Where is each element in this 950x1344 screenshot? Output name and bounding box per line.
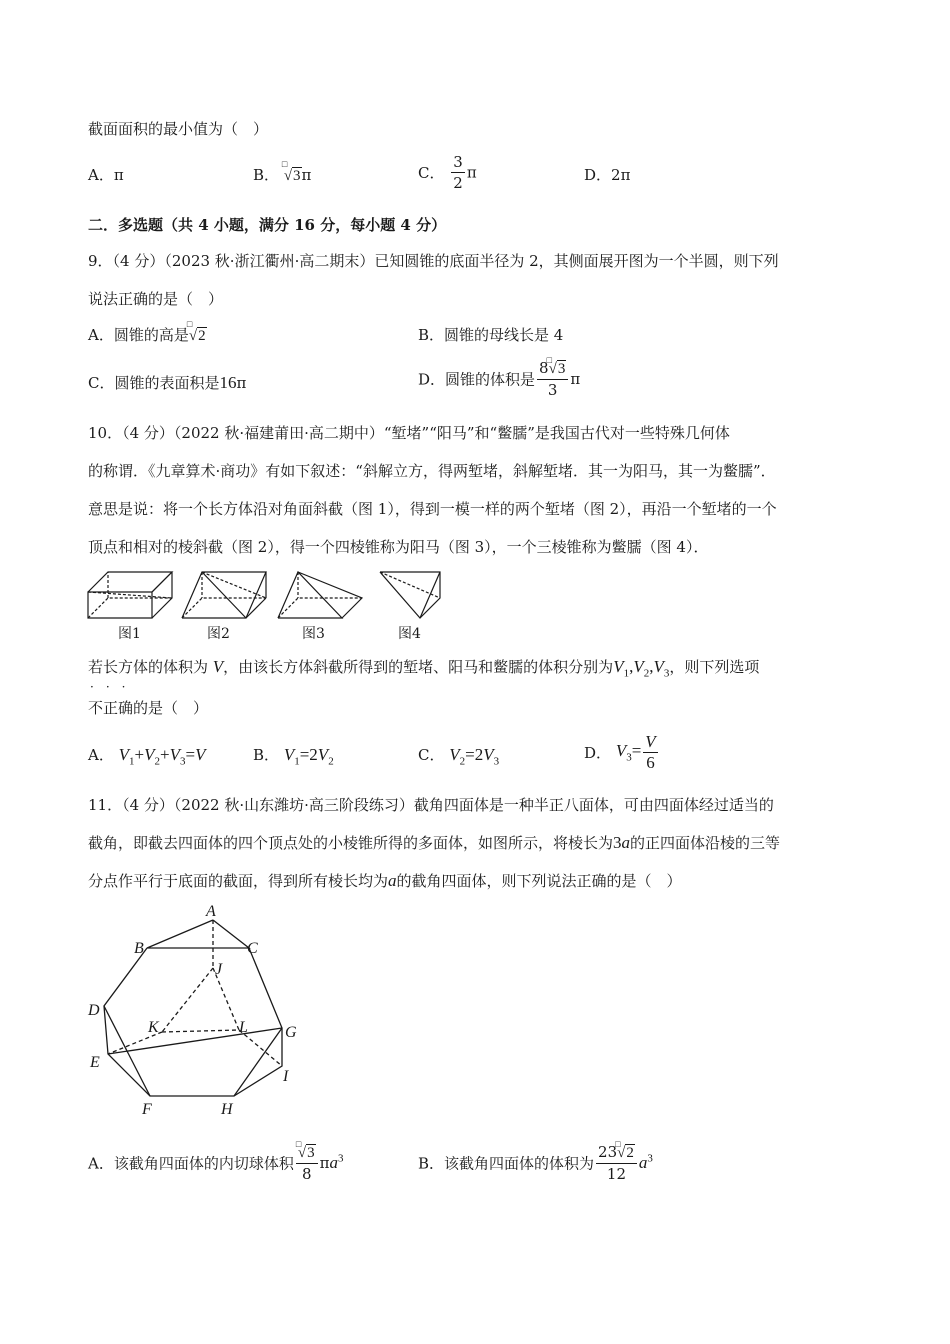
vertex-label-a: A (206, 903, 216, 920)
figure-label-3: 图3 (302, 626, 325, 642)
q11-option-a[interactable]: A．该截角四面体的内切球体积 □ √3 8 $\pi a^3$ (88, 1139, 344, 1183)
q8-option-a[interactable] (88, 164, 124, 185)
option-letter: A． (88, 1154, 114, 1173)
q9-option-a[interactable] (88, 319, 207, 345)
option-text: 圆锥的体积是 (445, 370, 536, 389)
option-text: 圆锥的表面积是 (114, 374, 220, 392)
option-letter: B． (418, 1154, 445, 1173)
option-value: π (113, 166, 124, 184)
q9-option-b[interactable] (418, 324, 563, 345)
figure-label-4: 图4 (398, 626, 421, 642)
pi-symbol: π (236, 374, 247, 392)
q10-line-5: 若长方体的体积为 V，由该长方体斜截所得到的堑堵、阳马和鳖臑的体积分别为$V_1,V_2,V_3$，则下列选项 (88, 657, 760, 680)
option-text: 圆锥的母线长是 4 (444, 326, 564, 344)
vertex-label-h: H (221, 1101, 233, 1118)
truncated-tetrahedron-figure (82, 900, 312, 1120)
formula: $V_2=2V_3$ (449, 745, 500, 768)
pi-symbol: π (301, 166, 312, 184)
vertex-label-g: G (285, 1024, 297, 1041)
pi-symbol: π (319, 1154, 330, 1172)
fraction: 8 □ √3 3 (537, 358, 568, 400)
option-letter: C． (418, 746, 445, 764)
fraction: $\frac{V}{6}$ (645, 732, 656, 772)
q9-option-c[interactable] (88, 372, 246, 393)
option-letter: A． (88, 326, 114, 344)
fraction: □ √3 8 (296, 1142, 318, 1184)
option-letter: D． (418, 370, 446, 389)
fraction: $\frac{3}{2}$ (453, 153, 463, 192)
q11-line-3: 分点作平行于底面的截面，得到所有棱长均为a的截角四面体，则下列说法正确的是（ ） (88, 871, 682, 890)
option-text: 该截角四面体的体积为 (444, 1154, 595, 1173)
option-letter: B． (253, 166, 280, 184)
q9-line-1: 9．（4 分）（2023 秋·浙江衢州·高二期末）已知圆锥的底面半径为 2，其侧面展开图为一个半圆，则下列 (88, 252, 779, 270)
vertex-label-e: E (90, 1054, 100, 1071)
q8-stem-tail: 截面面积的最小值为（ ） (88, 120, 269, 138)
q10-option-d[interactable] (584, 732, 660, 773)
q8-option-d[interactable] (584, 164, 630, 185)
option-letter: D． (584, 166, 612, 184)
q8-option-b[interactable] (253, 159, 312, 185)
q10-line-4: 顶点和相对的棱斜截（图 2），得一个四棱锥称为阳马（图 3），一个三棱锥称为鳖臑（图 4）． (88, 538, 709, 556)
option-letter: A． (88, 166, 114, 184)
vertex-label-j: J (215, 961, 223, 978)
fraction: 23 □ √2 12 (596, 1142, 637, 1184)
q10-line-3: 意思是说：将一个长方体沿对角面斜截（图 1），得到一模一样的两个堑堵（图 2），再沿一个堑堵的一个 (88, 500, 777, 518)
radical: □ √3 (281, 159, 301, 184)
option-letter: B． (418, 326, 445, 344)
vertex-label-k: K (148, 1019, 159, 1036)
q10-option-a[interactable] (88, 744, 205, 767)
q11-option-b[interactable]: B．该截角四面体的体积为 23 □ √2 12 $a^3$ (418, 1139, 653, 1183)
q10-line-6: 不正确的是（ ） (88, 699, 209, 717)
q10-line-1: 10．（4 分）（2022 秋·福建莆田·高二期中）“堑堵”“阳马”和“鳖臑”是我国古代对一些特殊几何体 (88, 424, 730, 442)
q9-line-2: 说法正确的是（ ） (88, 290, 224, 308)
option-letter: C． (418, 164, 445, 182)
q11-line-1: 11．（4 分）（2022 秋·山东潍坊·高三阶段练习）截角四面体是一种半正八面体，可由四面体经过适当的 (88, 796, 774, 814)
q10-option-c[interactable] (418, 744, 499, 767)
vertex-label-i: I (283, 1068, 289, 1085)
option-letter: D． (584, 744, 612, 762)
option-text: 该截角四面体的内切球体积 (113, 1154, 294, 1173)
option-value: 16 (219, 373, 237, 392)
vertex-label-l: L (239, 1019, 248, 1036)
q10-option-b[interactable] (253, 744, 334, 767)
figure-label-2: 图2 (207, 626, 230, 642)
option-letter: C． (88, 374, 115, 392)
option-text: 圆锥的高是 (113, 326, 189, 344)
option-letter: A． (88, 746, 114, 764)
vertex-label-d: D (88, 1002, 100, 1019)
q10-line-2: 的称谓．《九章算术·商功》有如下叙述：“斜解立方，得两堑堵，斜解堑堵．其一为阳马，其一为鳖臑”． (88, 462, 776, 480)
q8-option-c[interactable] (418, 152, 477, 193)
emphasis-dots: ··· (90, 680, 138, 694)
option-letter: B． (253, 746, 280, 764)
q9-option-d[interactable] (418, 355, 581, 400)
formula: $V_3=$ (615, 741, 642, 764)
formula: $V_1+V_2+V_3=V$ (118, 745, 206, 768)
pi-symbol: π (570, 370, 581, 388)
vertex-label-f: F (142, 1101, 152, 1118)
vertex-label-c: C (247, 940, 258, 957)
q11-line-2: 截角，即截去四面体的四个顶点处的小棱锥所得的多面体，如图所示，将棱长为3a的正四面体沿棱的三等 (88, 833, 781, 852)
formula: $V_1=2V_2$ (283, 745, 334, 768)
emphasis-text: 不正确 (88, 699, 134, 717)
section-title: 二．多选题（共 4 小题，满分 16 分，每小题 4 分） (88, 216, 447, 234)
radical: □ √2 (186, 319, 206, 344)
pi-symbol: π (466, 163, 477, 182)
figure-2-qiandu (182, 572, 266, 618)
vertex-label-b: B (134, 940, 144, 957)
figure-1-box (88, 572, 172, 618)
option-value: 2π (611, 166, 631, 184)
figure-label-1: 图1 (118, 626, 141, 642)
figure-3-yangma (278, 572, 362, 618)
figure-4-bienao (380, 572, 440, 618)
